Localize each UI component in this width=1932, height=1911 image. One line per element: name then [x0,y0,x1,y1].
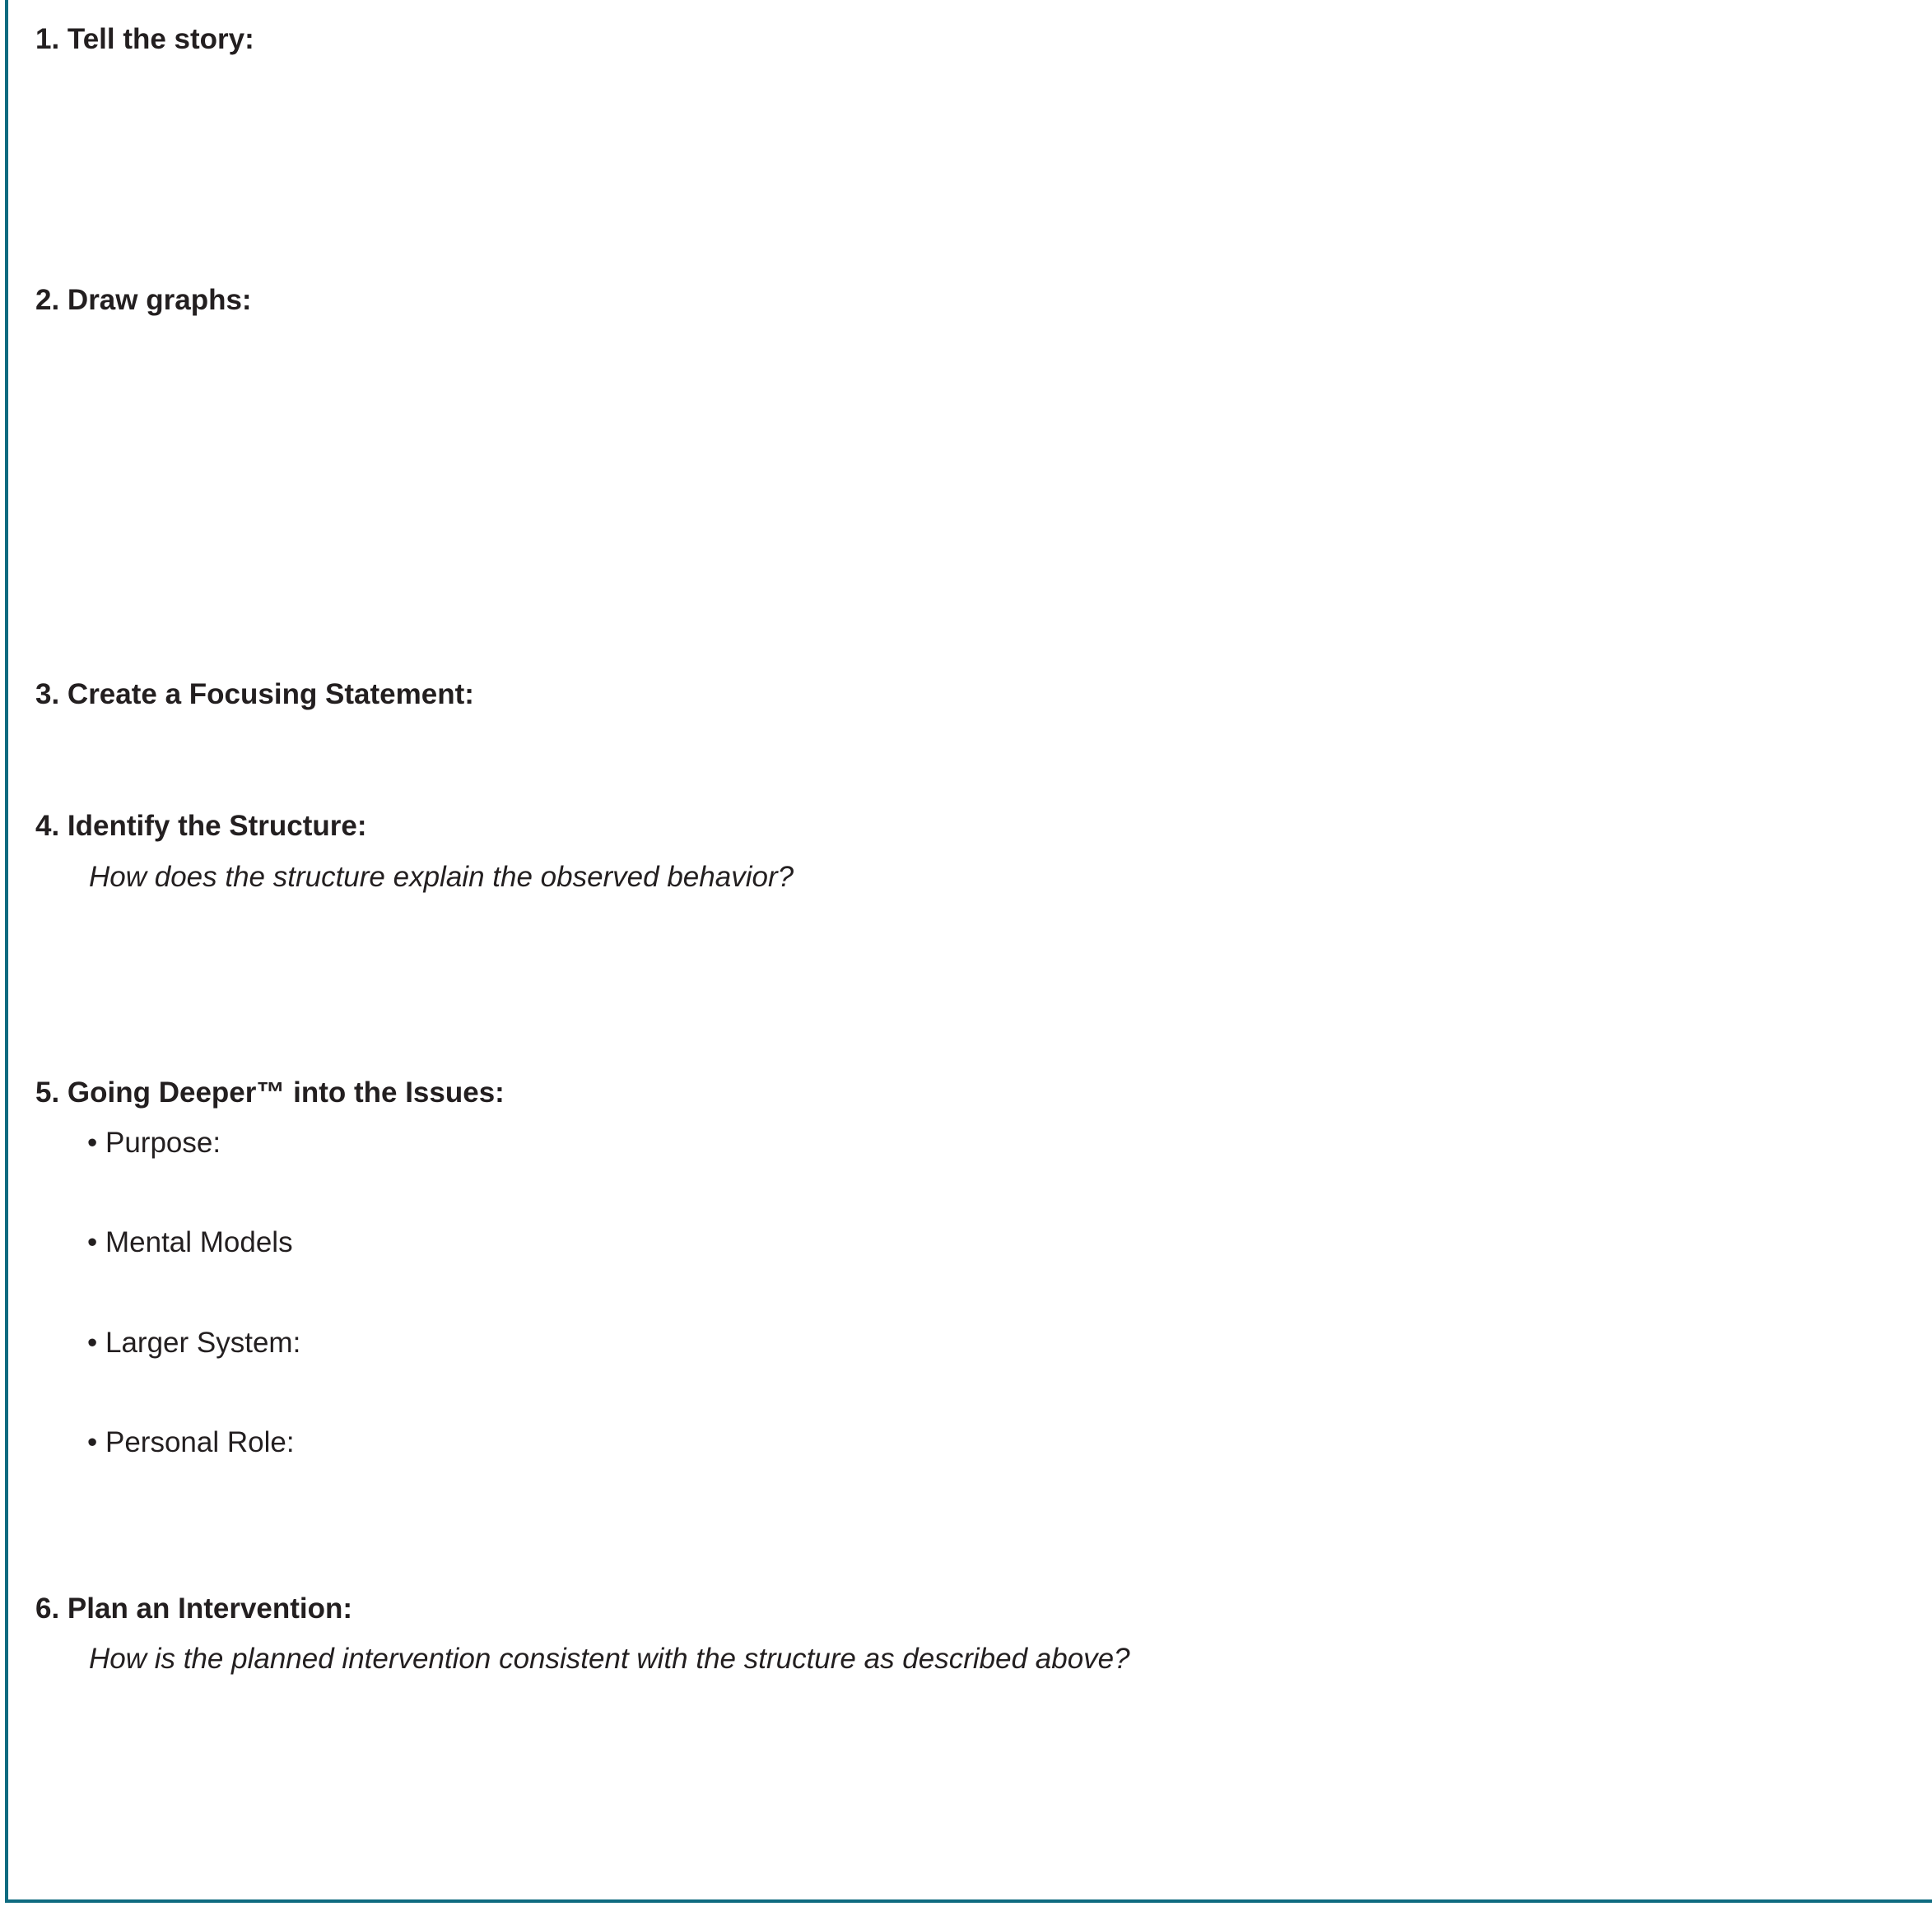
bullet-personal-role: • Personal Role: [87,1426,295,1458]
prompt-intervention: How is the planned intervention consistent with the structure as described above? [89,1643,1130,1675]
bullet-purpose: • Purpose: [87,1127,221,1159]
heading-tell-story: 1. Tell the story: [35,23,254,55]
bullet-larger-system: • Larger System: [87,1327,301,1359]
heading-plan-intervention: 6. Plan an Intervention: [35,1592,353,1625]
heading-identify-structure: 4. Identify the Structure: [35,810,367,842]
heading-draw-graphs: 2. Draw graphs: [35,284,252,316]
heading-going-deeper: 5. Going Deeper™ into the Issues: [35,1076,505,1109]
heading-focusing-statement: 3. Create a Focusing Statement: [35,678,474,710]
bullet-mental-models: • Mental Models [87,1226,293,1258]
prompt-structure: How does the structure explain the observed behavior? [89,861,794,893]
